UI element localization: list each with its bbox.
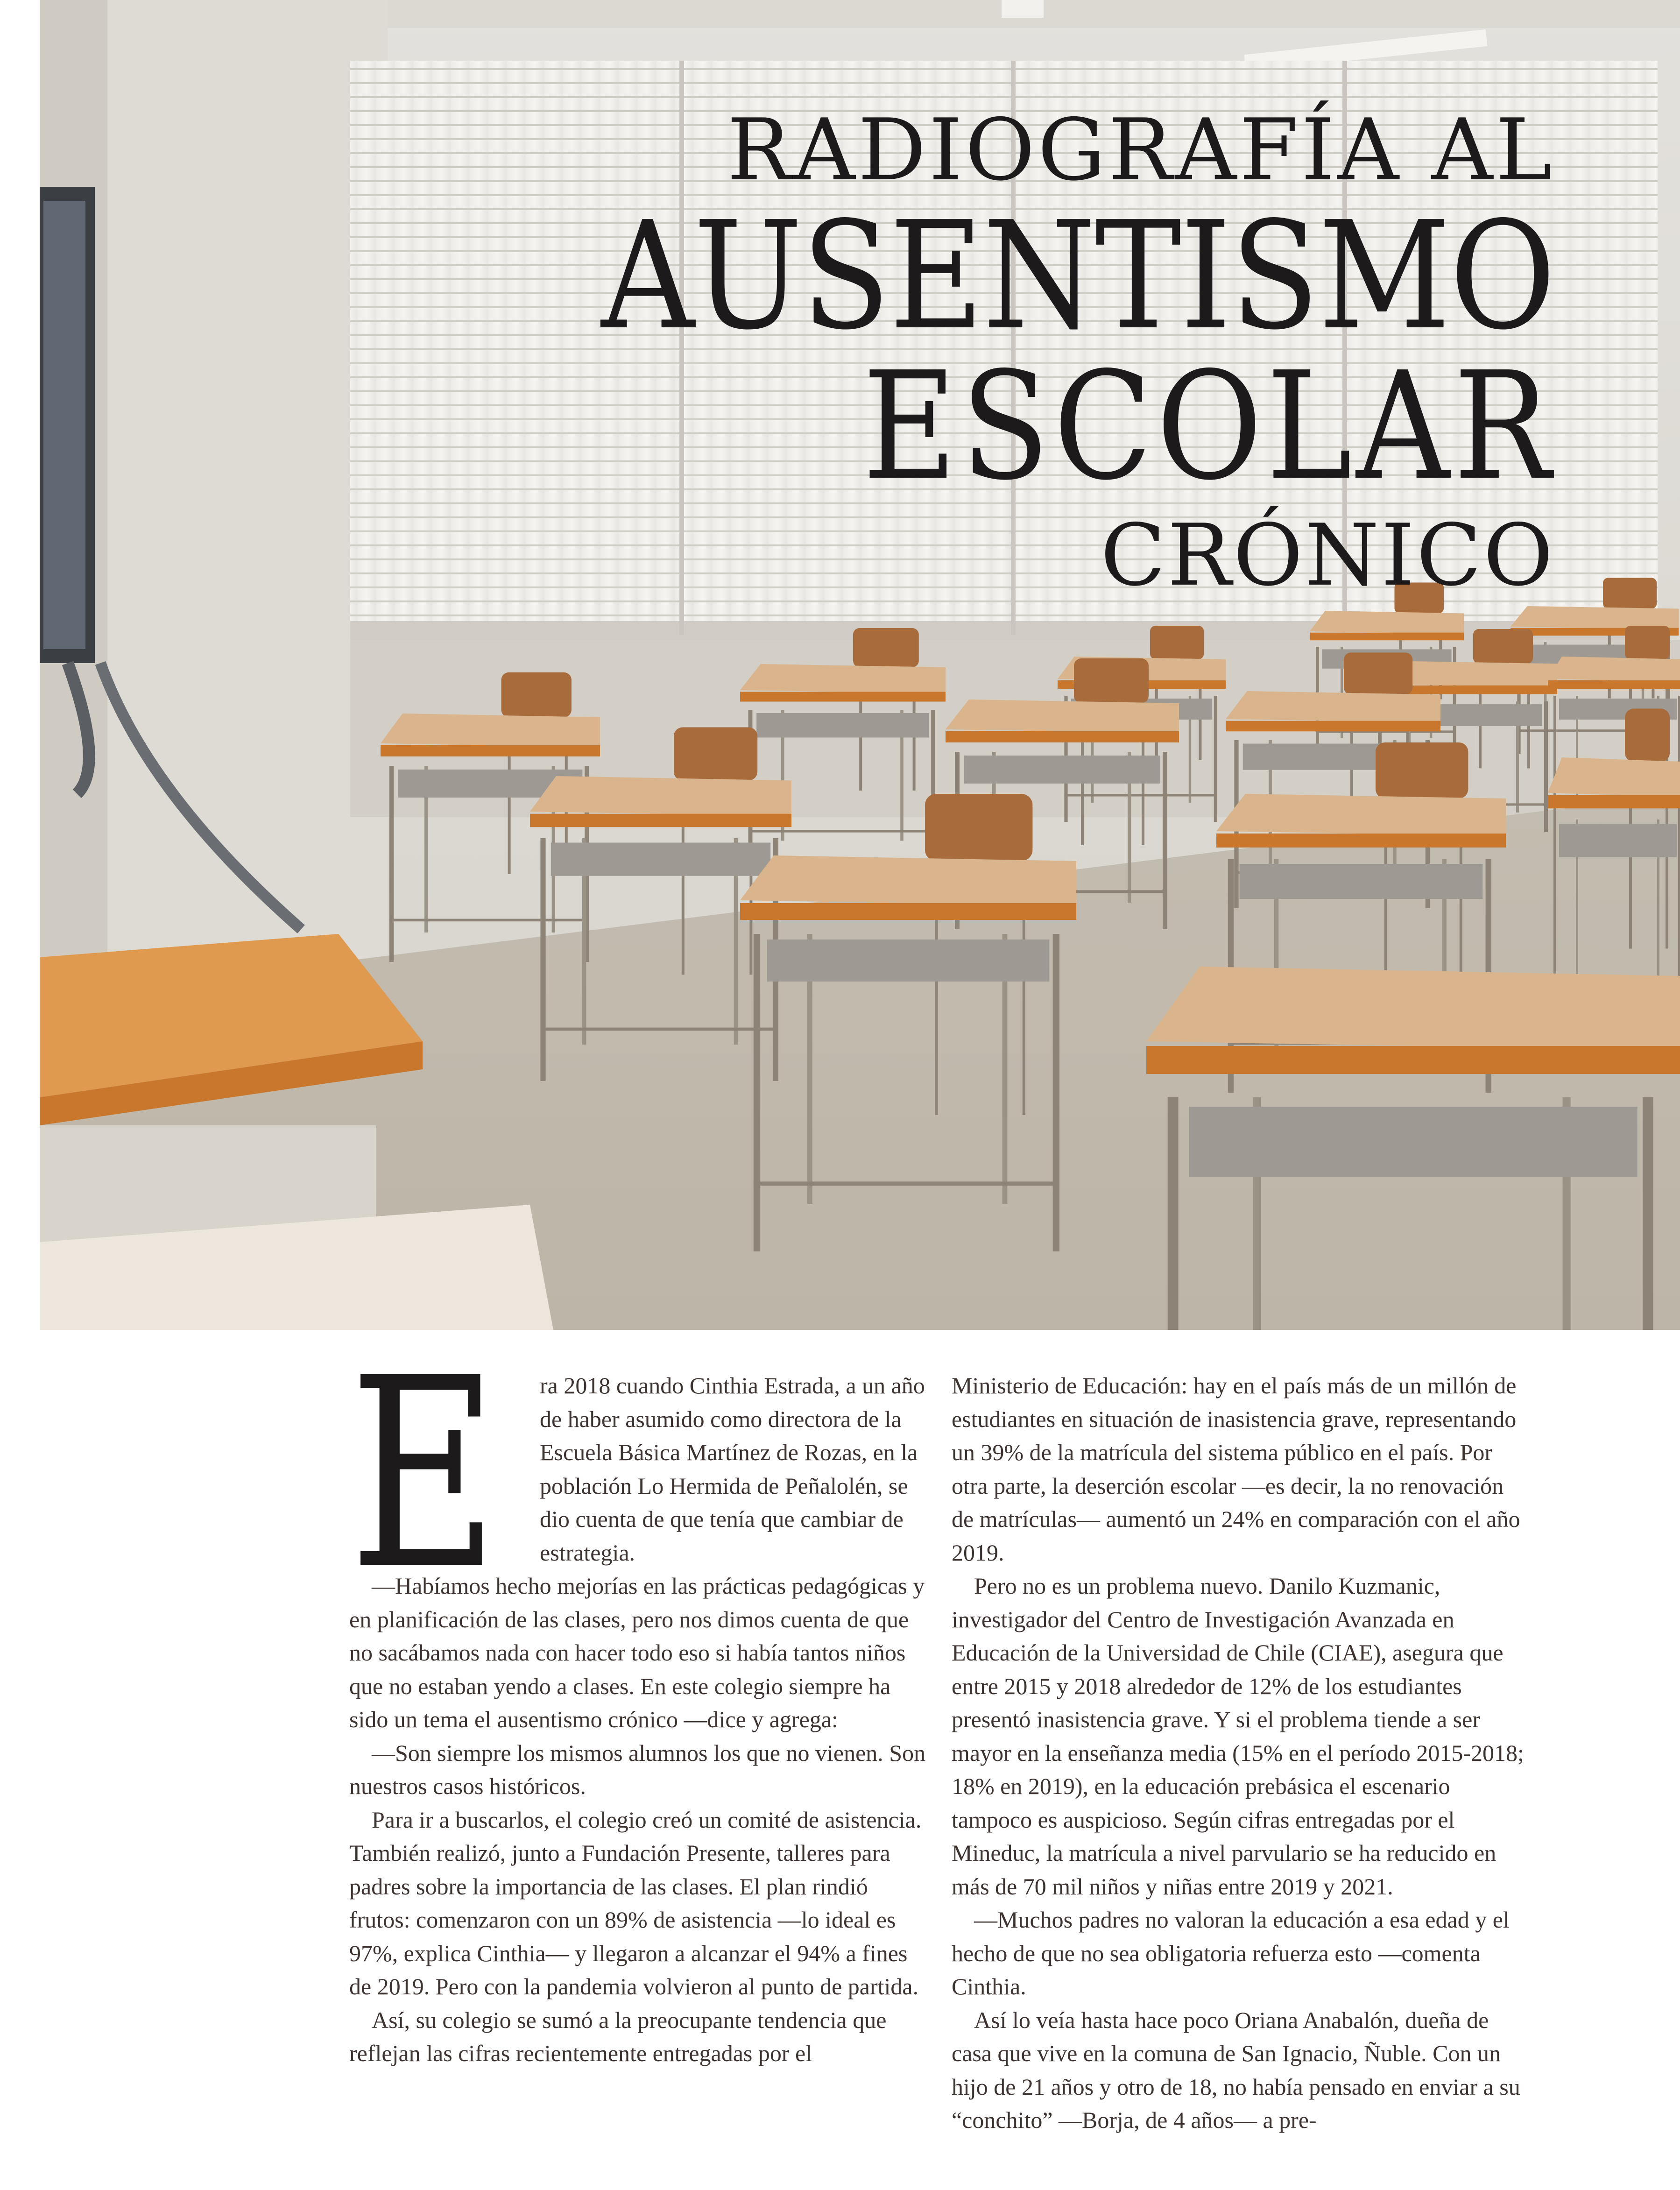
paragraph: —Son siempre los mismos alumnos los que no vienen. Son nuestros casos históricos.	[349, 1739, 926, 1799]
headline-line-1: RADIOGRAFÍA AL	[727, 100, 1555, 199]
chair-back	[853, 628, 919, 667]
desk-top	[1216, 794, 1506, 836]
paragraph: Ministerio de Educación: hay en el país más de un millón de estudiantes en situación de inasistencia grave, representando un 39% de la matrícula del sistema público en el país. Por otra parte, la deserción escolar —es decir, la no renovación de matrículas— aumentó un 24% en comparación con el año 2019.	[952, 1372, 1520, 1566]
paragraph-text: ra 2018 cuando Cinthia Estrada, a un año de haber asumido como directora de la Escuela Básica Martínez de Rozas, en la población Lo Hermida de Peñalolén, se dio cuenta de que tenía que cambiar de estrategia.	[540, 1372, 925, 1566]
headline	[341, 100, 1555, 605]
desk-top	[1226, 691, 1440, 723]
paragraph: Así lo veía hasta hace poco Oriana Anabalón, dueña de casa que vive en la comuna de San Ignacio, Ñuble. Con un hijo de 21 años y otro de 18, no había pensado en enviar a su “conchito” —Borja, de 4 años— a pre-	[952, 2006, 1520, 2133]
desk-top	[740, 664, 946, 693]
chair-back	[1603, 578, 1657, 609]
chair-back	[1344, 653, 1412, 695]
chair-back	[1625, 709, 1670, 762]
drop-cap: E	[349, 1369, 498, 1627]
paragraph: —Muchos padres no valoran la educación a esa edad y el hecho de que no sea obligatoria refuerza esto —comenta Cinthia.	[952, 1907, 1510, 1999]
desk-top	[1310, 611, 1464, 634]
desk-top	[1146, 967, 1680, 1051]
chair-back	[1074, 658, 1149, 703]
article-column-1	[349, 1369, 926, 2182]
headline-line-3: ESCOLAR	[862, 340, 1555, 513]
desk-top	[946, 699, 1179, 733]
article-body	[349, 1369, 1531, 2182]
desk-top	[381, 714, 600, 747]
desk-top	[1548, 657, 1680, 682]
desk-top	[1548, 757, 1680, 798]
desk-top	[530, 776, 791, 816]
paragraph: —Habíamos hecho mejorías en las prácticas pedagógicas y en planificación de las clases, pero nos dimos cuenta de que no sacábamos nada con hacer todo eso si había tantos niños que no estaban yendo a clases. En este colegio siempre ha sido un tema el ausentismo crónico —dice y agrega:	[349, 1573, 925, 1732]
chair-back	[1625, 626, 1670, 659]
paragraph	[349, 1369, 926, 1627]
paragraph: Así, su colegio se sumó a la preocupante tendencia que reflejan las cifras recientemente entregadas por el	[349, 2006, 887, 2066]
chair-back	[1150, 626, 1204, 659]
headline-line-4: CRÓNICO	[1100, 506, 1555, 605]
chair-back	[1473, 629, 1533, 664]
chair-back	[674, 728, 757, 781]
paragraph: Para ir a buscarlos, el colegio creó un comité de asistencia. También realizó, junto a Fundación Presente, talleres para padres sobre la importancia de las clases. El plan rindió frutos: comenzaron con un 89% de asistencia —lo ideal es 97%, explica Cinthia— y llegaron a alcanzar el 94% a fines de 2019. Pero con la pandemia volvieron al punto de partida.	[349, 1806, 922, 1999]
headline-line-2: AUSENTISMO	[601, 190, 1555, 362]
desk-top	[740, 855, 1076, 906]
chair-back	[1376, 742, 1468, 798]
chair-back	[501, 672, 572, 717]
chair-back	[925, 794, 1032, 861]
article-column-2	[952, 1369, 1528, 2182]
paragraph: Pero no es un problema nuevo. Danilo Kuzmanic, investigador del Centro de Investigación Avanzada en Educación de la Universidad de Chile (CIAE), asegura que entre 2015 y 2018 alrededor de 12% de los estudiantes presentó inasistencia grave. Y si el problema tiende a ser mayor en la enseñanza media (15% en el período 2015-2018; 18% en 2019), en la educación prebásica el escenario tampoco es auspicioso. Según cifras entregadas por el Mineduc, la matrícula a nivel parvulario se ha reducido en más de 70 mil niños y niñas entre 2019 y 2021.	[952, 1573, 1524, 1900]
